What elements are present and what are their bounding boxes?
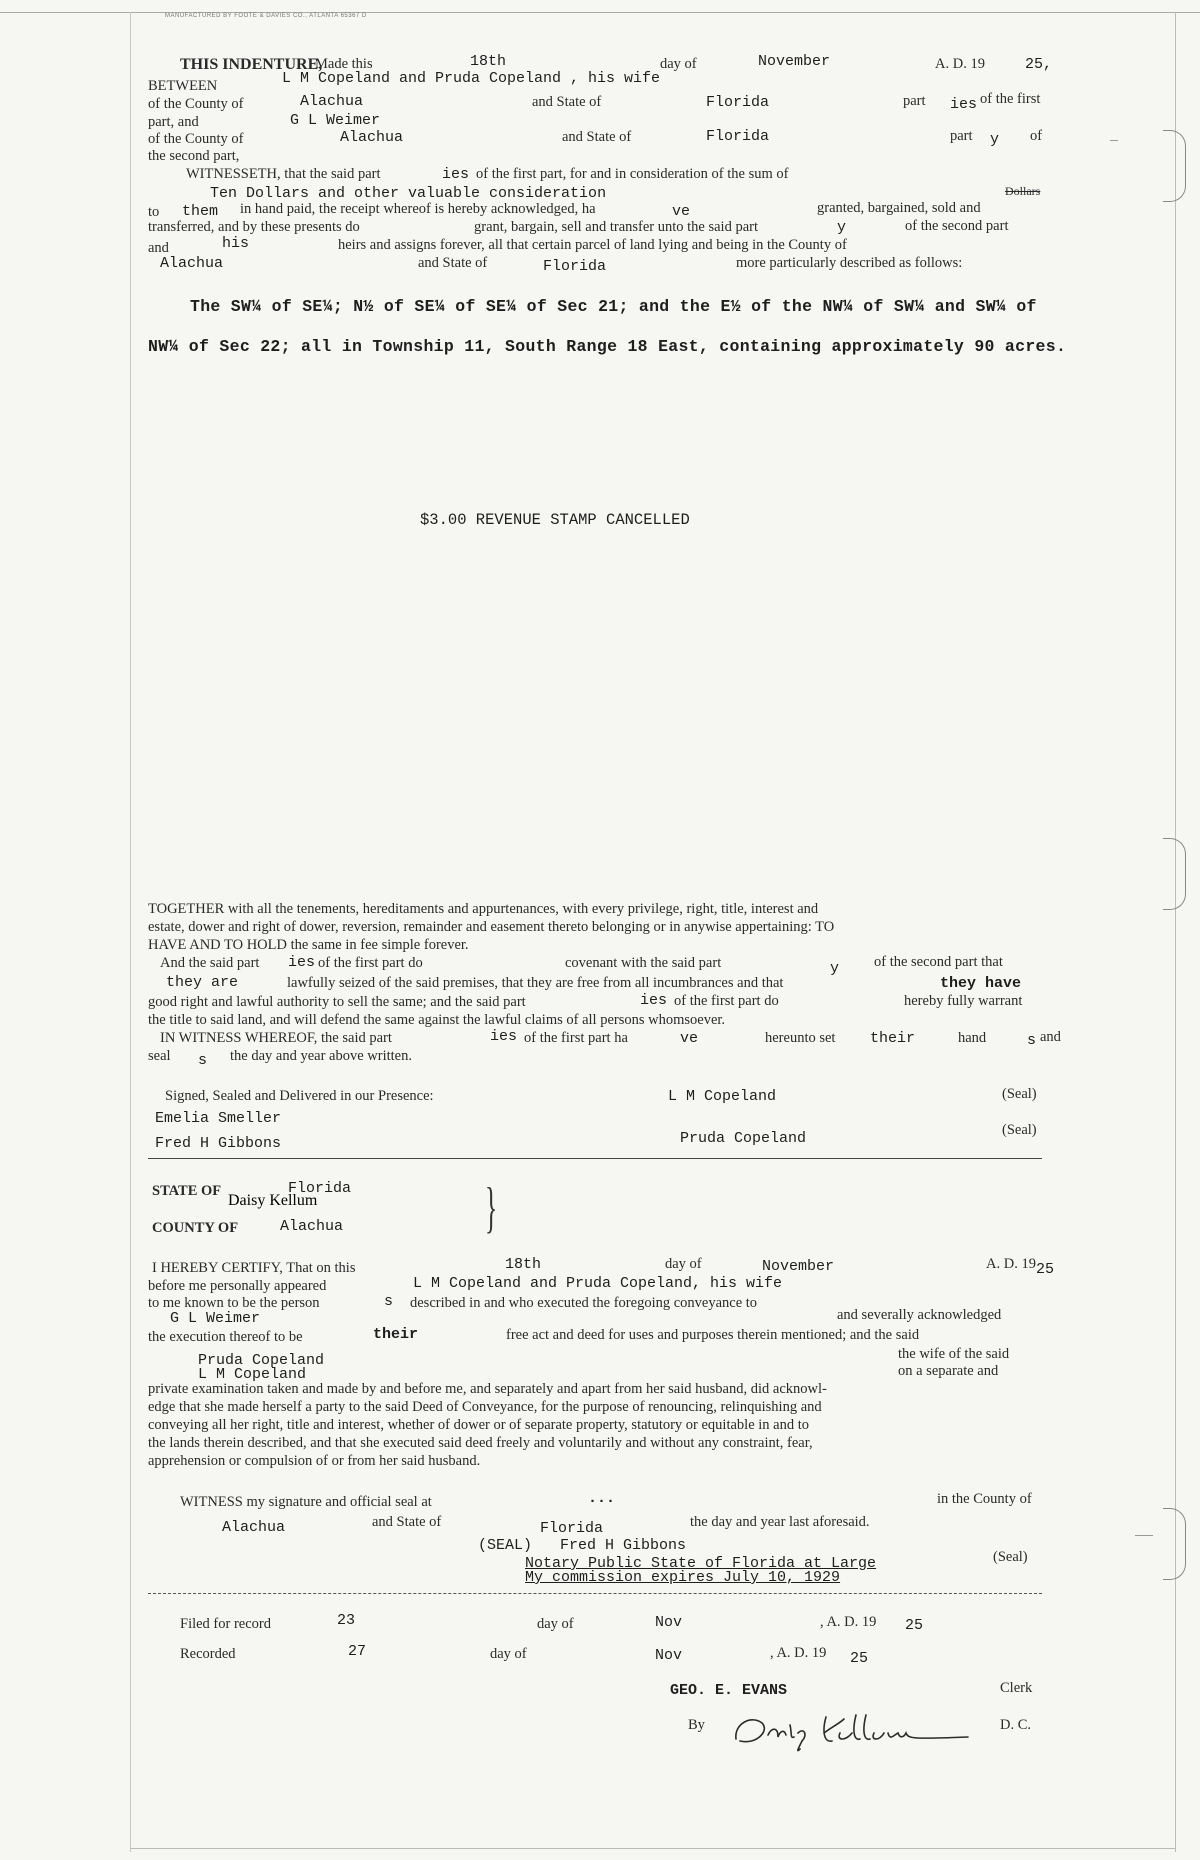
of-the-first-label: of the first [980,91,1041,107]
authority-text: good right and lawful authority to sell the same; and the said part [148,994,526,1010]
indenture-month: November [758,53,831,70]
in-witness-text-2: of the first part ha [524,1030,628,1046]
filed-label: Filed for record [180,1616,271,1632]
covenant-y: y [830,960,840,977]
indenture-year: 25, [1025,56,1053,73]
ack-county-2: Alachua [222,1519,286,1536]
ack-ad: A. D. 19 [986,1256,1036,1272]
together-line-2: estate, dower and right of dower, reversion, remainder and easement thereto belonging or in anywise appertaining: TO [148,919,835,935]
consideration: Ten Dollars and other valuable consideration [210,185,607,202]
seal-word: seal [148,1048,171,1064]
and-label: and [148,240,169,256]
and-label-2: and [1040,1029,1061,1045]
in-witness-ve: ve [680,1030,699,1047]
together-line-3: HAVE AND TO HOLD the same in fee simple forever. [148,937,469,953]
ack-their: their [373,1326,419,1343]
seized-text: lawfully seized of the said premises, that they are free from all incumbrances and that [287,975,784,991]
authority-text-2: of the first part do [674,993,779,1009]
last-aforesaid-text: the day and year last aforesaid. [690,1514,870,1530]
covenant-text-3: covenant with the said part [565,955,722,971]
covenant-text: And the said part [160,955,260,971]
ack-year: 25 [1036,1261,1055,1278]
notary-seal: (SEAL) [478,1537,533,1554]
covenant-text-4: of the second part that [874,954,1003,970]
and-state-label-2: and State of [562,129,632,145]
filed-ad: , A. D. 19 [820,1614,877,1630]
part-and-label: part, and [148,114,199,130]
recorded-year: 25 [850,1650,869,1667]
made-this-label: Made this [315,56,373,72]
severally-text: and severally acknowledged [837,1307,1002,1323]
them: them [182,203,219,220]
and-state-label-3: and State of [418,255,488,271]
together-line-1: TOGETHER with all the tenements, hereditaments and appurtenances, with every privilege, right, title, interest and [148,901,819,917]
recorded-month: Nov [655,1647,683,1664]
filed-month: Nov [655,1614,683,1631]
second-part-label: the second part, [148,148,240,164]
witnesseth-line-4: heirs and assigns forever, all that certain parcel of land lying and being in the County of [338,237,847,253]
before-me-text: before me personally appeared [148,1278,327,1294]
divider [148,1158,1042,1159]
witness-1: Emelia Smeller [155,1110,282,1127]
filed-year: 25 [905,1617,924,1634]
ack-day-of: day of [665,1256,702,1272]
day-year-text: the day and year above written. [230,1048,412,1064]
wife-of-text: the wife of the said [898,1346,1010,1362]
state-3: Florida [543,258,607,275]
described-label: more particularly described as follows: [736,255,963,271]
wife-name: Pruda Copeland [198,1352,325,1369]
have-suffix: ve [672,203,691,220]
legal-description-line-1: The SW¼ of SE¼; N½ of SE¼ of SE¼ of Sec 21; and the E½ of the NW¼ of SW¼ and SW¼ of [190,297,1037,316]
hereunto-set: hereunto set [765,1030,836,1046]
parties-suffix: ies [950,96,978,113]
of-county-label-2: of the County of [148,131,244,147]
ack-state-2: Florida [540,1520,604,1537]
they-are: they are [166,974,239,991]
husband-name: L M Copeland [198,1366,307,1383]
state-1: Florida [706,94,770,111]
grantors: L M Copeland and Pruda Copeland , his wife [282,70,661,87]
witness-2: Fred H Gibbons [155,1135,282,1152]
witnesseth-text-2: of the first part, for and in consideration of the sum of [476,166,789,182]
witnesseth-text: WITNESSETH, that the said part [186,166,381,182]
seal-label-1: (Seal) [1002,1086,1037,1102]
known-text-2: described in and who executed the foregoing conveyance to [410,1295,758,1311]
in-witness-text: IN WITNESS WHEREOF, the said part [160,1030,392,1046]
binder-hole [1163,1508,1186,1580]
county-of-label: COUNTY OF [152,1220,239,1236]
this-indenture-heading: THIS INDENTURE, [180,56,323,73]
divider-2 [148,1593,1042,1594]
recorded-label: Recorded [180,1646,236,1662]
authority-ies: ies [640,992,668,1009]
witnesseth-line-2: in hand paid, the receipt whereof is hereby acknowledged, ha [240,201,596,217]
filed-day: 23 [337,1612,356,1629]
ack-month: November [762,1258,835,1275]
ack-state: Florida [288,1180,352,1197]
county-1: Alachua [300,93,364,110]
warrant-text: hereby fully warrant [904,993,1023,1009]
margin-tick [1135,1535,1153,1536]
of-county-label: of the County of [148,96,244,112]
day-of-label: day of [660,56,697,72]
known-text: to me known to be the person [148,1295,320,1311]
party-label: part [950,128,973,144]
witnesseth-line-2-end: granted, bargained, sold and [817,200,981,216]
county-2: Alachua [340,129,404,146]
ack-county: Alachua [280,1218,344,1235]
dollars-struck: Dollars [1005,184,1041,198]
witness-place: ... [588,1490,616,1507]
state-2: Florida [706,128,770,145]
state-of-label: STATE OF [152,1183,222,1199]
witnesseth-line-3-end: of the second part [905,218,1009,234]
manufacturer-line: MANUFACTURED BY FOOTE & DAVIES CO., ATLANTA 65367 D [165,13,367,19]
covenant-ies: ies [288,954,316,971]
witnesseth-y: y [837,219,847,236]
part-label: part [903,93,926,109]
binder-hole [1163,130,1186,202]
signed-sealed-label: Signed, Sealed and Delivered in our Presence: [165,1088,434,1104]
recorded-day-of: day of [490,1646,527,1662]
free-act-text: free act and deed for uses and purposes therein mentioned; and the said [506,1327,920,1343]
deputy-signature-text: Daisy Kellum [228,1192,318,1209]
ad-label: A. D. 19 [935,56,985,72]
ack-paragraph-4: the lands therein described, and that she executed said deed freely and voluntarily and without any constraint, fear, [148,1435,813,1451]
notary-seal-label: (Seal) [993,1549,1028,1565]
signer-2: Pruda Copeland [680,1130,807,1147]
notary-commission: My commission expires July 10, 1929 [525,1569,841,1586]
witnesseth-ies: ies [442,166,470,183]
clerk-name: GEO. E. EVANS [670,1682,788,1699]
clerk-label: Clerk [1000,1680,1033,1696]
signer-1: L M Copeland [668,1088,777,1105]
dc-label: D. C. [1000,1717,1032,1733]
legal-description-line-2: NW¼ of Sec 22; all in Township 11, South Range 18 East, containing approximately 90 acres. [148,337,1067,356]
their: their [870,1030,916,1047]
by-label: By [688,1717,705,1733]
bottom-edge [130,1848,1175,1849]
notary-name: Fred H Gibbons [560,1537,687,1554]
in-county-text: in the County of [937,1491,1032,1507]
recorded-day: 27 [348,1643,367,1660]
witnesseth-line-3b: grant, bargain, sell and transfer unto the said part [474,219,759,235]
certify-text: I HEREBY CERTIFY, That on this [152,1260,356,1276]
ack-paragraph-1: private examination taken and made by and before me, and separately and apart from her said husband, did acknowl- [148,1381,827,1397]
notary-title: Notary Public State of Florida at Large [525,1555,877,1572]
ack-grantee: G L Weimer [170,1310,261,1327]
county-3: Alachua [160,255,224,272]
to-label: to [148,204,160,220]
covenant-text-2: of the first part do [318,955,423,971]
defend-text: the title to said land, and will defend the same against the lawful claims of all persons whomsoever. [148,1012,726,1028]
ack-day: 18th [505,1256,542,1273]
on-separate-text: on a separate and [898,1363,999,1379]
execution-text: the execution thereof to be [148,1329,303,1345]
ack-and-state: and State of [372,1514,442,1530]
in-witness-ies: ies [490,1028,518,1045]
known-s: s [384,1293,394,1310]
indenture-day: 18th [470,53,507,70]
they-have: they have [940,975,1022,992]
his: his [222,235,250,252]
seal-s: s [198,1052,208,1069]
filed-day-of: day of [537,1616,574,1632]
margin-tick [1110,140,1118,141]
witnesseth-line-3: transferred, and by these presents do [148,219,360,235]
ack-paragraph-2: edge that she made herself a party to the said Deed of Conveyance, for the purpose of renouncing, relinquishing and [148,1399,822,1415]
ack-paragraph-5: apprehension or compulsion of or from her said husband. [148,1453,481,1469]
left-margin-line [130,12,131,1852]
hand-s: s [1027,1032,1037,1049]
of-label: of [1030,128,1043,144]
hand-label: hand [958,1030,987,1046]
revenue-stamp-note: $3.00 REVENUE STAMP CANCELLED [420,511,690,529]
and-state-label: and State of [532,94,602,110]
party-suffix: y [990,131,1000,148]
ack-paragraph-3: conveying all her right, title and interest, whether of dower or of separate property, statutory or equitable in and to [148,1417,810,1433]
seal-label-2: (Seal) [1002,1122,1037,1138]
brace: } [485,1177,498,1239]
grantee: G L Weimer [290,112,381,129]
between-label: BETWEEN [148,78,218,94]
ack-persons: L M Copeland and Pruda Copeland, his wife [413,1275,783,1292]
witness-my-text: WITNESS my signature and official seal at [180,1494,432,1510]
recorded-ad: , A. D. 19 [770,1645,827,1661]
binder-hole [1163,838,1186,910]
